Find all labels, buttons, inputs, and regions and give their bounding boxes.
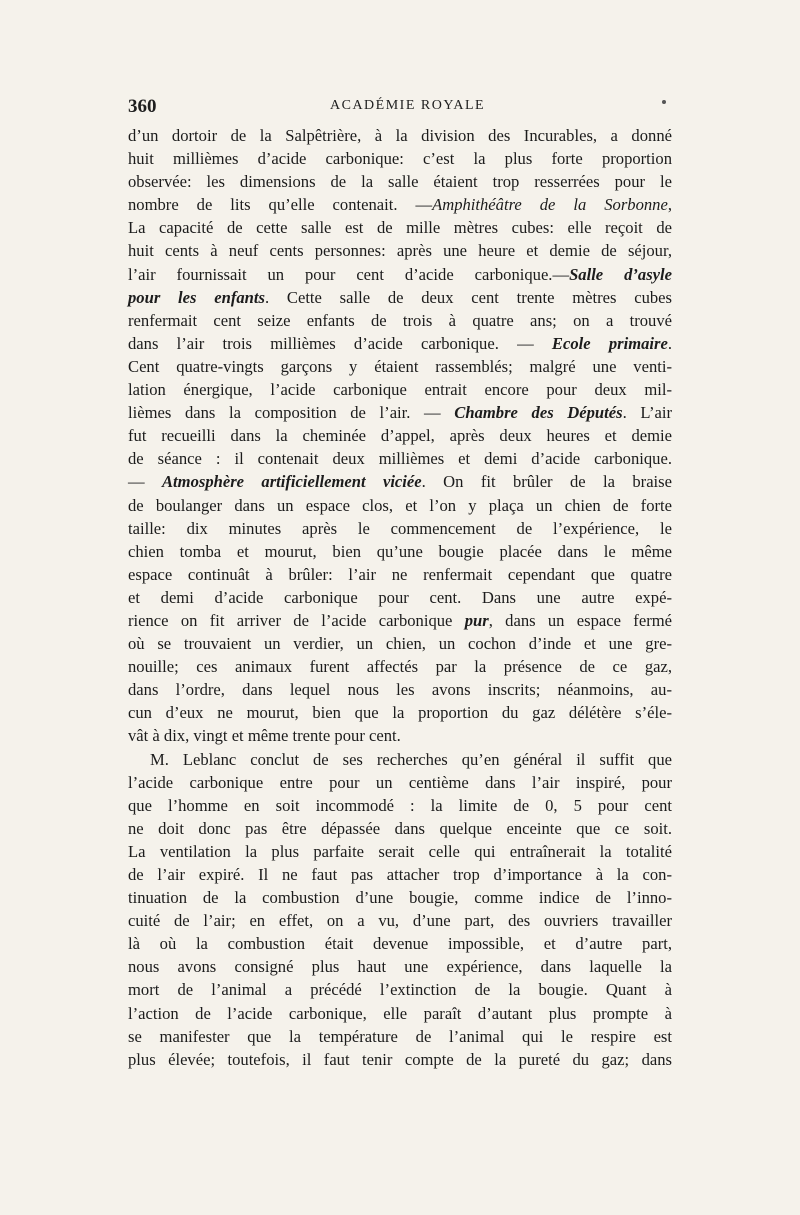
body-text bbox=[128, 124, 672, 1071]
text-run: de l’air expiré. Il ne faut pas attacher trop d’importance à la con- bbox=[128, 865, 672, 884]
text-run: et demi d’acide carbonique pour cent. Dans une autre expé- bbox=[128, 587, 672, 607]
text-line bbox=[128, 886, 672, 909]
text-run: renfermait cent seize enfants de trois à quatre ans; on a trouvé bbox=[128, 310, 672, 330]
text-run: lation énergique, l’acide carbonique entrait encore pour deux mil- bbox=[128, 380, 672, 400]
text-line bbox=[128, 517, 672, 540]
text-line bbox=[128, 563, 672, 586]
text-run: vât à dix, vingt et même trente pour cent. bbox=[128, 726, 401, 746]
text-line bbox=[128, 378, 672, 401]
text-run: plus élevée; toutefois, il faut tenir compte de la pureté du gaz; dans bbox=[128, 1049, 672, 1069]
text-run: fut recueilli dans la cheminée d’appel, après deux heures et demie bbox=[128, 426, 672, 446]
text-line bbox=[128, 216, 672, 239]
text-run: mort de l’animal a précédé l’extinction de la bougie. Quant à bbox=[128, 980, 672, 1000]
bold-italic-run: pour les enfants bbox=[128, 287, 265, 307]
bold-italic-run: Atmosphère artificiellement viciée bbox=[161, 472, 422, 492]
text-run: La capacité de cette salle est de mille mètres cubes: elle reçoit de bbox=[128, 218, 672, 238]
running-head: ACADÉMIE ROYALE bbox=[330, 98, 486, 113]
text-line bbox=[128, 540, 672, 563]
text-run: . bbox=[667, 333, 673, 353]
text-run: nous avons consigné plus haut une expérience, dans laquelle la bbox=[128, 957, 672, 977]
text-line bbox=[128, 932, 672, 955]
text-line bbox=[128, 170, 672, 193]
text-run: La ventilation la plus parfaite serait celle qui entraînerait la totalité bbox=[128, 841, 672, 861]
text-line bbox=[128, 1025, 672, 1048]
text-run: . L’air bbox=[622, 403, 673, 423]
text-run: dans l’ordre, dans lequel nous les avons inscrits; néanmoins, au- bbox=[128, 680, 672, 700]
text-run: . On fit brûler de la braise bbox=[421, 472, 672, 492]
text-line bbox=[128, 147, 672, 170]
text-line bbox=[128, 494, 672, 517]
text-line bbox=[128, 239, 672, 262]
text-run: espace continuât à brûler: l’air ne renfermait cependant que quatre bbox=[128, 564, 672, 584]
text-run: là où la combustion était devenue impossible, et d’autre part, bbox=[128, 934, 672, 954]
text-line bbox=[128, 470, 672, 493]
text-run: chien tomba et mourut, bien qu’une bougie placée dans le même bbox=[128, 541, 672, 561]
text-line bbox=[128, 955, 672, 978]
text-run: l’acide carbonique entre pour un centième dans l’air inspiré, pour bbox=[128, 772, 672, 792]
text-run: cun d’eux ne mourut, bien que la proportion du gaz délétère s’éle- bbox=[128, 703, 672, 723]
text-line bbox=[128, 724, 672, 747]
text-line bbox=[128, 771, 672, 794]
text-line bbox=[128, 309, 672, 332]
text-run: . Cette salle de deux cent trente mètres cubes bbox=[264, 287, 672, 307]
text-run: de séance : il contenait deux millièmes et demi d’acide carbonique. bbox=[128, 449, 672, 469]
text-line bbox=[128, 332, 672, 355]
text-line bbox=[128, 286, 672, 309]
text-run: , dans un espace fermé bbox=[488, 610, 672, 630]
text-run: taille: dix minutes après le commencement de l’expérience, le bbox=[128, 518, 672, 538]
text-run: ne doit donc pas être dépassée dans quelque enceinte que ce soit. bbox=[128, 818, 672, 838]
text-run: d’un dortoir de la Salpêtrière, à la division des Incurables, a donné bbox=[128, 126, 672, 145]
text-run: M. Leblanc conclut de ses recherches qu’en général il suffit que bbox=[150, 749, 672, 769]
text-line bbox=[128, 632, 672, 655]
text-line bbox=[128, 447, 672, 470]
text-line bbox=[128, 609, 672, 632]
text-run: huit millièmes d’acide carbonique: c’est la plus forte proportion bbox=[128, 149, 672, 169]
text-line bbox=[128, 840, 672, 863]
text-run: dans l’air trois millièmes d’acide carbonique. — bbox=[128, 333, 552, 353]
page-header bbox=[128, 96, 672, 124]
text-run: observée: les dimensions de la salle étaient trop resserrées pour le bbox=[128, 172, 672, 192]
text-run: tinuation de la combustion d’une bougie, comme indice de l’inno- bbox=[128, 888, 672, 908]
text-line bbox=[128, 863, 672, 886]
text-run: , bbox=[667, 195, 672, 215]
text-line bbox=[128, 193, 672, 216]
text-run: l’action de l’acide carbonique, elle paraît d’autant plus prompte à bbox=[128, 1003, 672, 1023]
text-run: nouille; ces animaux furent affectés par la présence de ce gaz, bbox=[128, 657, 672, 677]
text-line bbox=[128, 263, 672, 286]
text-run: où se trouvaient un verdier, un chien, un cochon d’inde et une gre- bbox=[128, 634, 672, 654]
text-line bbox=[128, 701, 672, 724]
text-run: que l’homme en soit incommodé : la limite de 0, 5 pour cent bbox=[128, 795, 672, 815]
bold-italic-run: Chambre des Députés bbox=[454, 403, 623, 423]
text-line bbox=[128, 424, 672, 447]
text-run: cuité de l’air; en effet, on a vu, d’une part, des ouvriers travailler bbox=[128, 911, 672, 931]
text-line bbox=[128, 794, 672, 817]
text-run: Cent quatre-vingts garçons y étaient rassemblés; malgré une venti- bbox=[128, 356, 672, 376]
text-line bbox=[128, 817, 672, 840]
text-line bbox=[128, 655, 672, 678]
text-run: de boulanger dans un espace clos, et l’on y plaça un chien de forte bbox=[128, 495, 672, 515]
text-line bbox=[128, 909, 672, 932]
text-run: huit cents à neuf cents personnes: après une heure et demie de séjour, bbox=[128, 241, 672, 261]
text-line bbox=[128, 748, 672, 771]
bold-italic-run: Ecole primaire bbox=[551, 333, 668, 353]
text-line bbox=[128, 978, 672, 1001]
text-line bbox=[128, 678, 672, 701]
text-line bbox=[128, 124, 672, 147]
text-line bbox=[128, 401, 672, 424]
text-run: lièmes dans la composition de l’air. — bbox=[128, 403, 455, 423]
italic-run: Amphithéâtre de la Sorbonne bbox=[432, 195, 668, 215]
text-line bbox=[128, 355, 672, 378]
bold-italic-run: pur bbox=[464, 610, 489, 630]
text-run: se manifester que la température de l’animal qui le respire est bbox=[128, 1026, 672, 1046]
text-line bbox=[128, 586, 672, 609]
bold-italic-run: Salle d’asyle bbox=[569, 264, 672, 284]
text-run: l’air fournissait un pour cent d’acide carbonique.— bbox=[128, 264, 570, 284]
text-line bbox=[128, 1002, 672, 1025]
text-run: rience on fit arriver de l’acide carbonique bbox=[128, 610, 465, 630]
page-number: 360 bbox=[128, 96, 157, 117]
text-line bbox=[128, 1048, 672, 1071]
text-run: — bbox=[128, 472, 162, 492]
text-run: nombre de lits qu’elle contenait. — bbox=[128, 195, 433, 215]
